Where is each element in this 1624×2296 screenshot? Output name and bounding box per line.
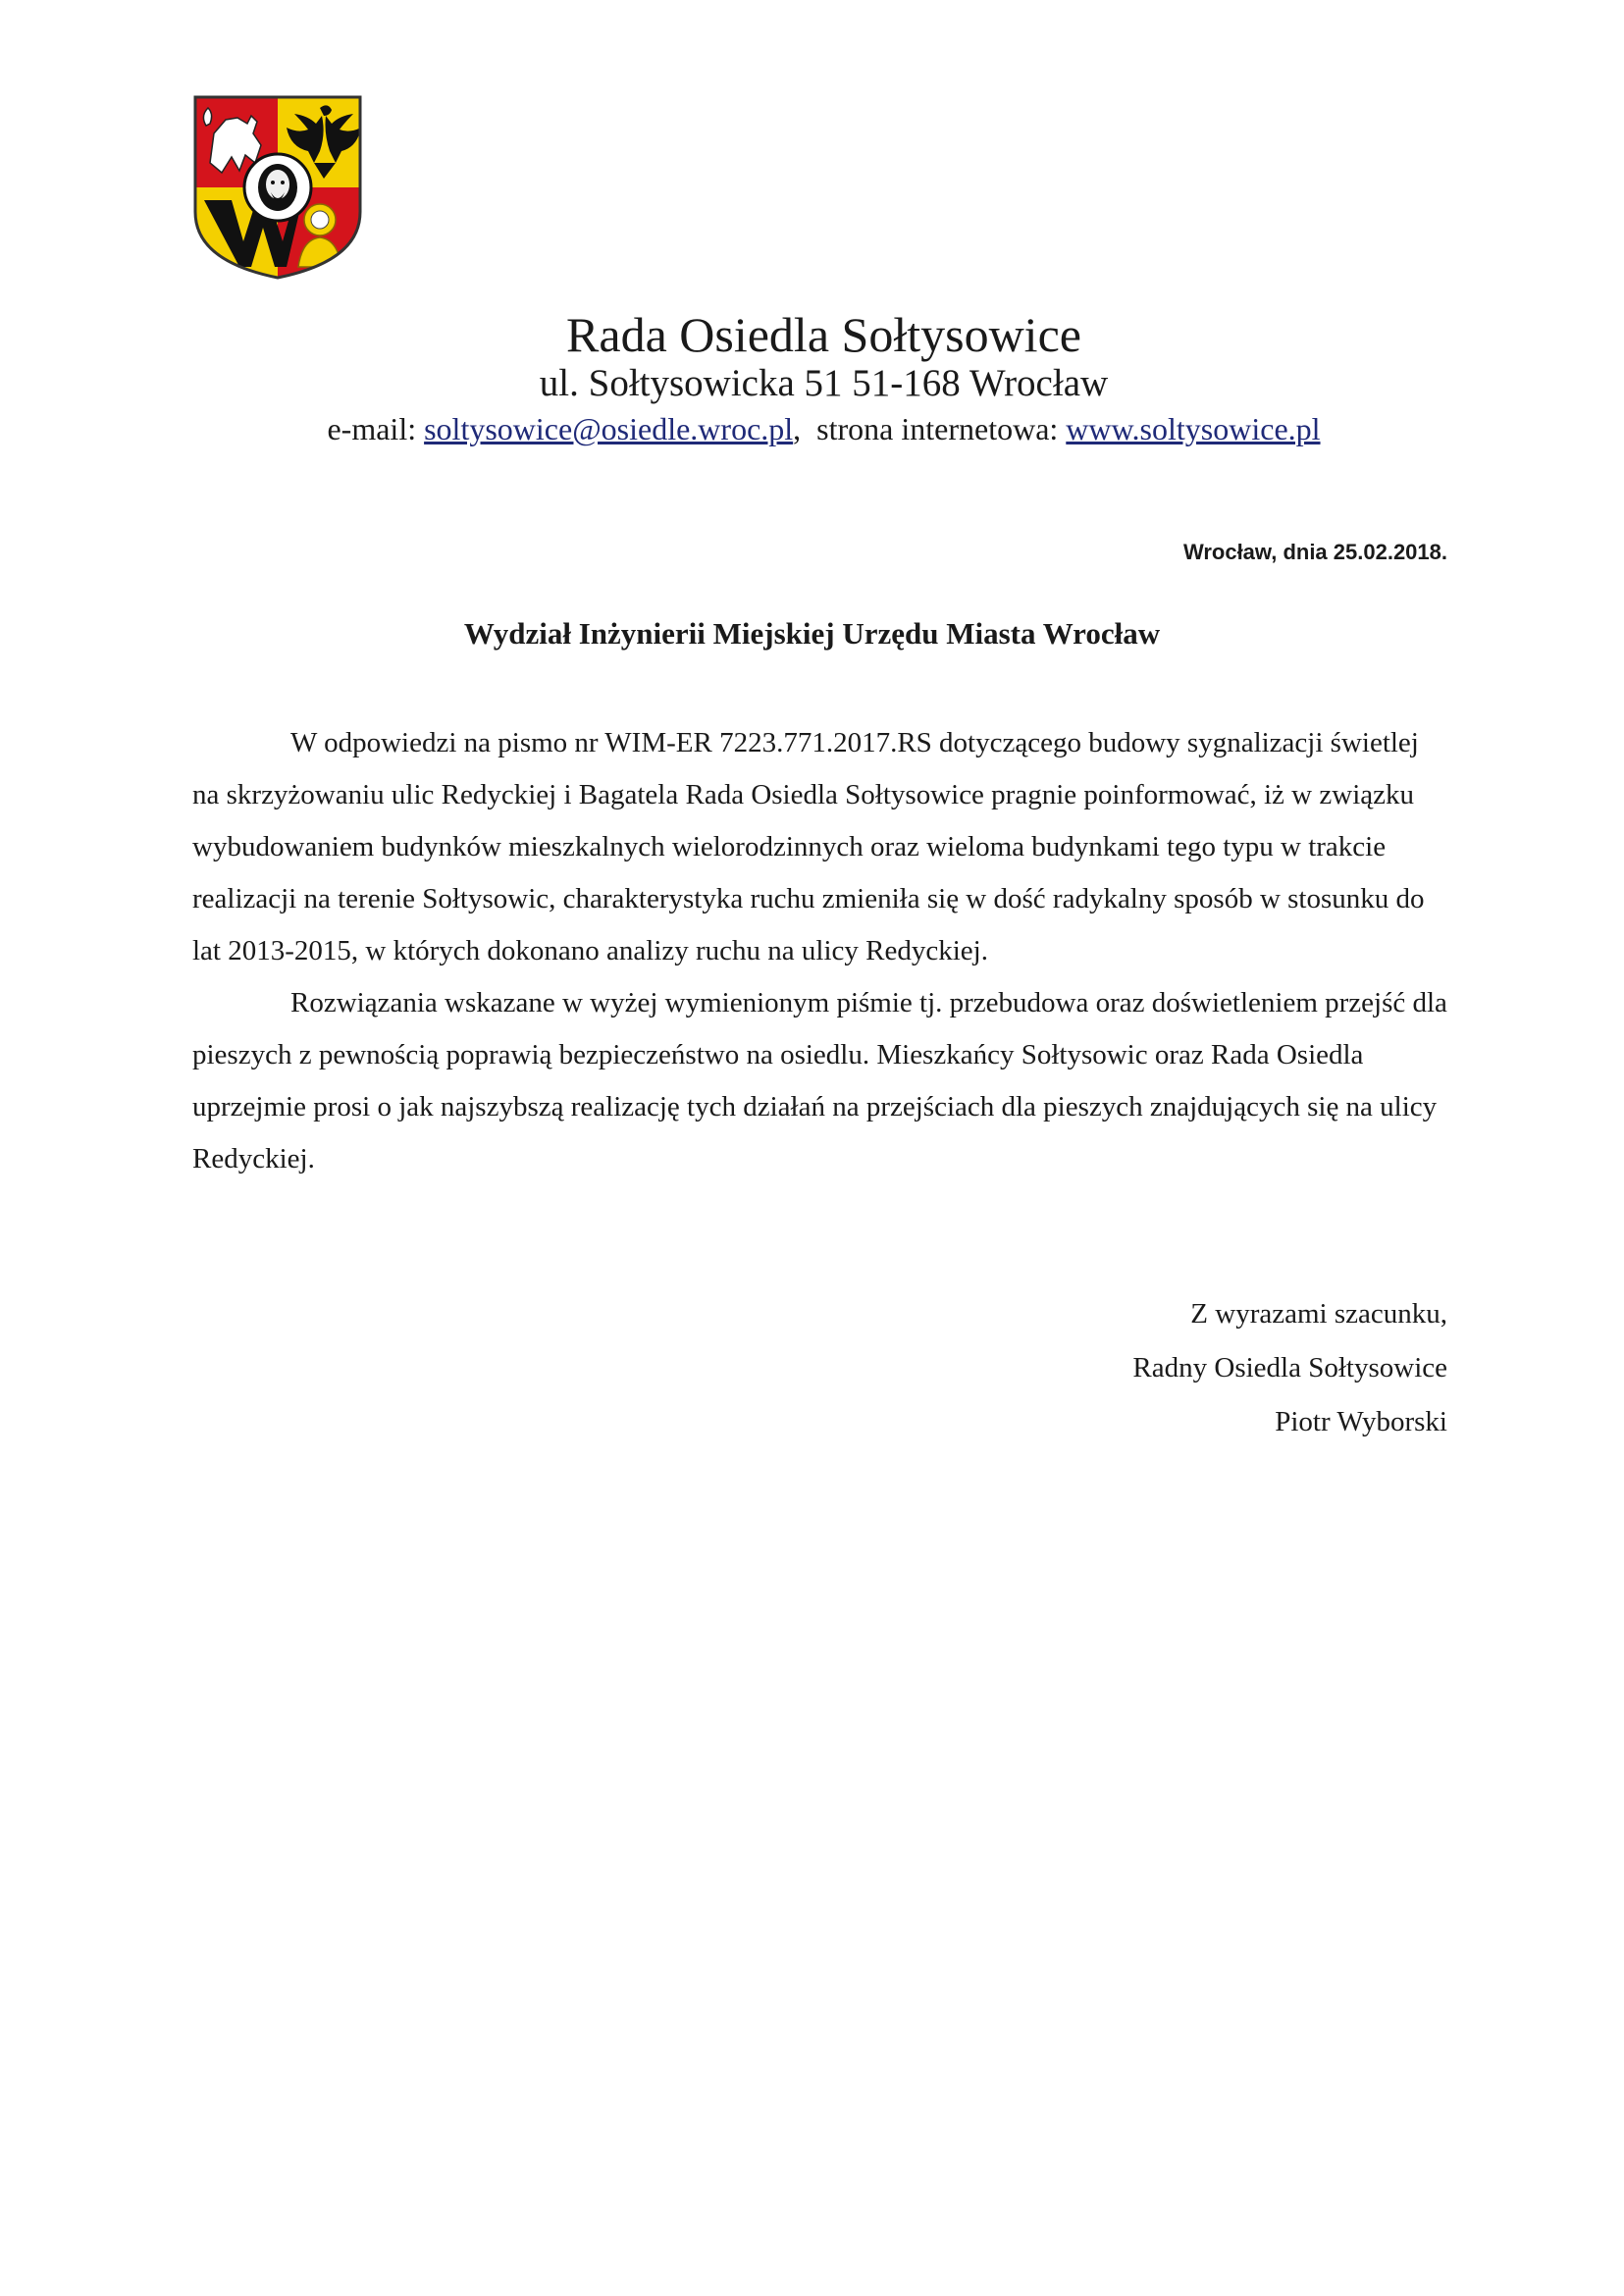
- recipient-heading: Wydział Inżynierii Miejskiej Urzędu Miasta Wrocław: [463, 616, 1161, 651]
- body-paragraph: Rozwiązania wskazane w wyżej wymienionym piśmie tj. przebudowa oraz doświetleniem przejść dla pieszych z pewnością poprawią bezpieczeństwo na osiedlu. Mieszkańcy Sołtysowic oraz Rada Osiedla uprzejmie prosi o jak najszybszą realizację tych działań na przejściach dla pieszych znajdujących się na ulicy Redyckiej.: [192, 987, 1447, 1174]
- organization-name: Rada Osiedla Sołtysowice: [566, 307, 1081, 362]
- signature-block: [1132, 1287, 1447, 1449]
- closing-line: Z wyrazami szacunku,: [1190, 1298, 1447, 1330]
- website-link[interactable]: www.soltysowice.pl: [1066, 411, 1321, 446]
- body-paragraph: W odpowiedzi na pismo nr WIM-ER 7223.771.2017.RS dotyczącego budowy sygnalizacji świetlej na skrzyżowaniu ulic Redyckiej i Bagatela Rada Osiedla Sołtysowice pragnie poinformować, iż w związku wybudowaniem budynków mieszkalnych wielorodzinnych oraz wieloma budynkami tego typu w trakcie realizacji na terenie Sołtysowic, charakterystyka ruchu zmieniła się w dość radykalny sposób w stosunku do lat 2013-2015, w których dokonano analizy ruchu na ulicy Redyckiej.: [192, 727, 1425, 966]
- contact-line: e-mail: soltysowice@osiedle.wroc.pl, strona internetowa: www.soltysowice.pl: [327, 411, 1321, 446]
- signer-name: Piotr Wyborski: [1275, 1406, 1447, 1437]
- letter-body: [192, 717, 1448, 1185]
- wroclaw-coat-of-arms-icon: [192, 94, 363, 281]
- email-link[interactable]: soltysowice@osiedle.wroc.pl: [424, 411, 794, 446]
- signer-title: Radny Osiedla Sołtysowice: [1132, 1352, 1447, 1383]
- email-label: e-mail:: [327, 411, 417, 446]
- letter-date: Wrocław, dnia 25.02.2018.: [1182, 540, 1447, 564]
- organization-address: ul. Sołtysowicka 51 51-168 Wrocław: [539, 362, 1109, 404]
- baptist-head-icon: [244, 154, 311, 221]
- website-label: strona internetowa:: [816, 411, 1059, 446]
